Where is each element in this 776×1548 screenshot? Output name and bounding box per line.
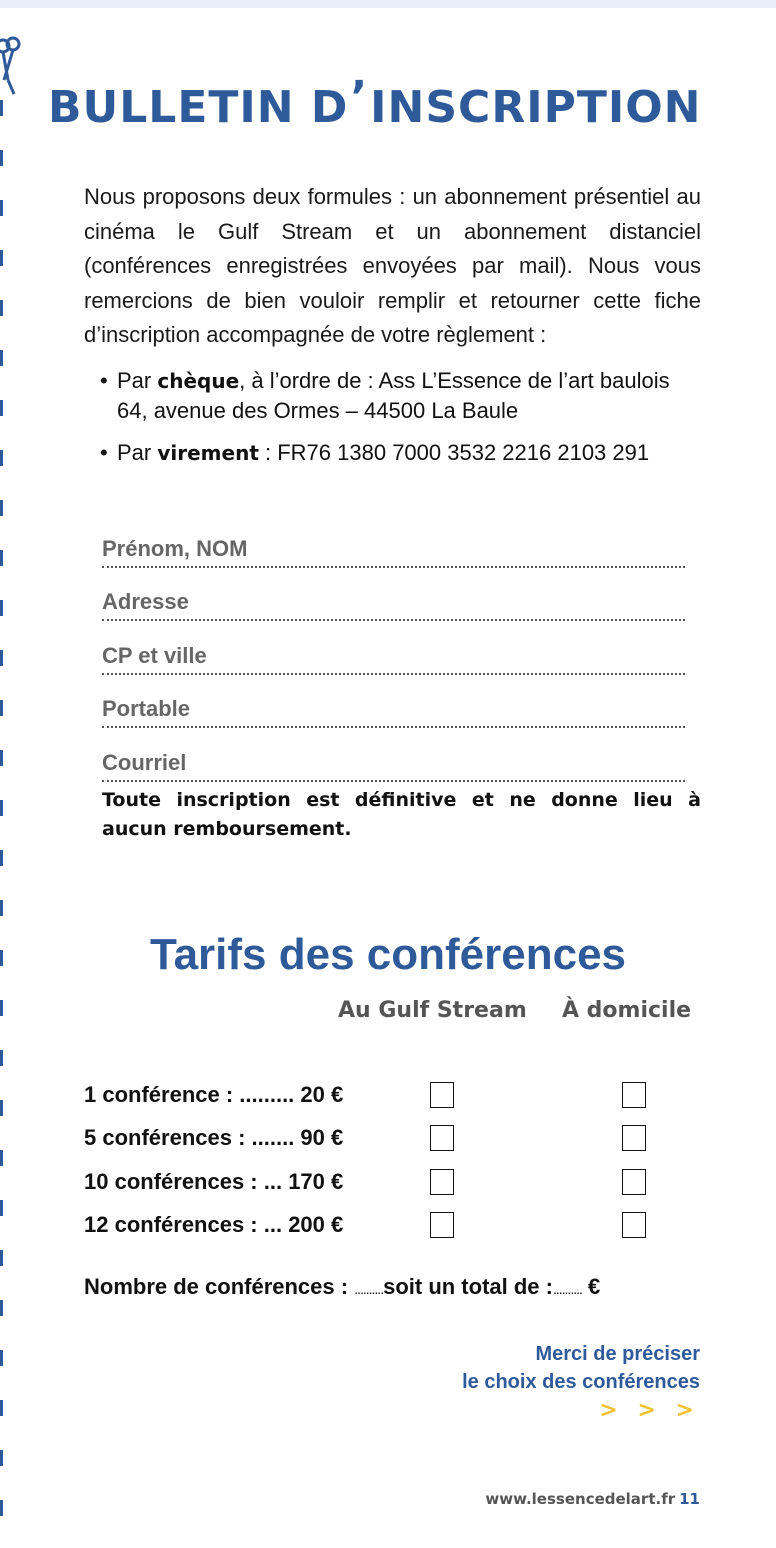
tarifs-title: Tarifs des conférences [149, 930, 627, 979]
scissors-icon [0, 34, 22, 98]
tarif-row-12: 12 conférences : ... 200 € [84, 1212, 684, 1242]
refund-note: Toute inscription est définitive et ne donne lieu à aucun remboursement. [102, 789, 701, 840]
tarif-row-10: 10 conférences : ... 170 € [84, 1169, 684, 1199]
merci-note: Merci de préciser le choix des conférences [462, 1343, 700, 1393]
payment-methods [100, 366, 720, 480]
conference-count-blank[interactable]: .......... [354, 1281, 384, 1297]
postcode-city-field[interactable]: CP et ville [102, 621, 685, 675]
arrows-icon: > > > [599, 1398, 700, 1423]
email-field[interactable]: Courriel [102, 728, 685, 782]
tarif-row-1: 1 conférence : ......... 20 € [84, 1082, 684, 1112]
top-band [0, 0, 776, 8]
total-line: Nombre de conférences : ..........soit un total de :.......... € [84, 1274, 601, 1299]
column-header-gulf-stream: Au Gulf Stream [338, 998, 527, 1023]
payment-virement: • Par virement : FR76 1380 7000 3532 2216 2103 291 [100, 438, 720, 468]
mobile-field[interactable]: Portable [102, 675, 685, 729]
total-amount-blank[interactable]: .......... [552, 1281, 582, 1297]
payment-cheque: • Par chèque, à l’ordre de : Ass L’Essence de l’art baulois 64, avenue des Ormes – 44500 La Baule [100, 366, 720, 426]
page-footer [485, 1490, 700, 1508]
address-field[interactable]: Adresse [102, 568, 685, 622]
domicile-checkbox[interactable] [622, 1212, 646, 1238]
name-field[interactable]: Prénom, NOM [102, 514, 685, 568]
tarif-row-5: 5 conférences : ....... 90 € [84, 1125, 684, 1155]
cut-line [0, 100, 3, 1540]
registration-form [102, 514, 685, 782]
intro-paragraph: Nous proposons deux formules : un abonnement présentiel au cinéma le Gulf Stream et un abonnement distanciel (conférences enregistrées envoyées par mail). Nous vous remercions de bien vouloir remplir et retourner cette fiche d’inscription accompagnée de votre règlement : [84, 184, 701, 347]
gulf-stream-checkbox[interactable] [430, 1169, 454, 1195]
gulf-stream-checkbox[interactable] [430, 1125, 454, 1151]
gulf-stream-checkbox[interactable] [430, 1082, 454, 1108]
column-header-domicile: À domicile [562, 998, 692, 1023]
domicile-checkbox[interactable] [622, 1125, 646, 1151]
website-url: www.lessencedelart.fr [485, 1490, 676, 1508]
page-number: 11 [679, 1490, 700, 1508]
page-title: BULLETIN D’INSCRIPTION [48, 72, 702, 133]
domicile-checkbox[interactable] [622, 1082, 646, 1108]
domicile-checkbox[interactable] [622, 1169, 646, 1195]
gulf-stream-checkbox[interactable] [430, 1212, 454, 1238]
